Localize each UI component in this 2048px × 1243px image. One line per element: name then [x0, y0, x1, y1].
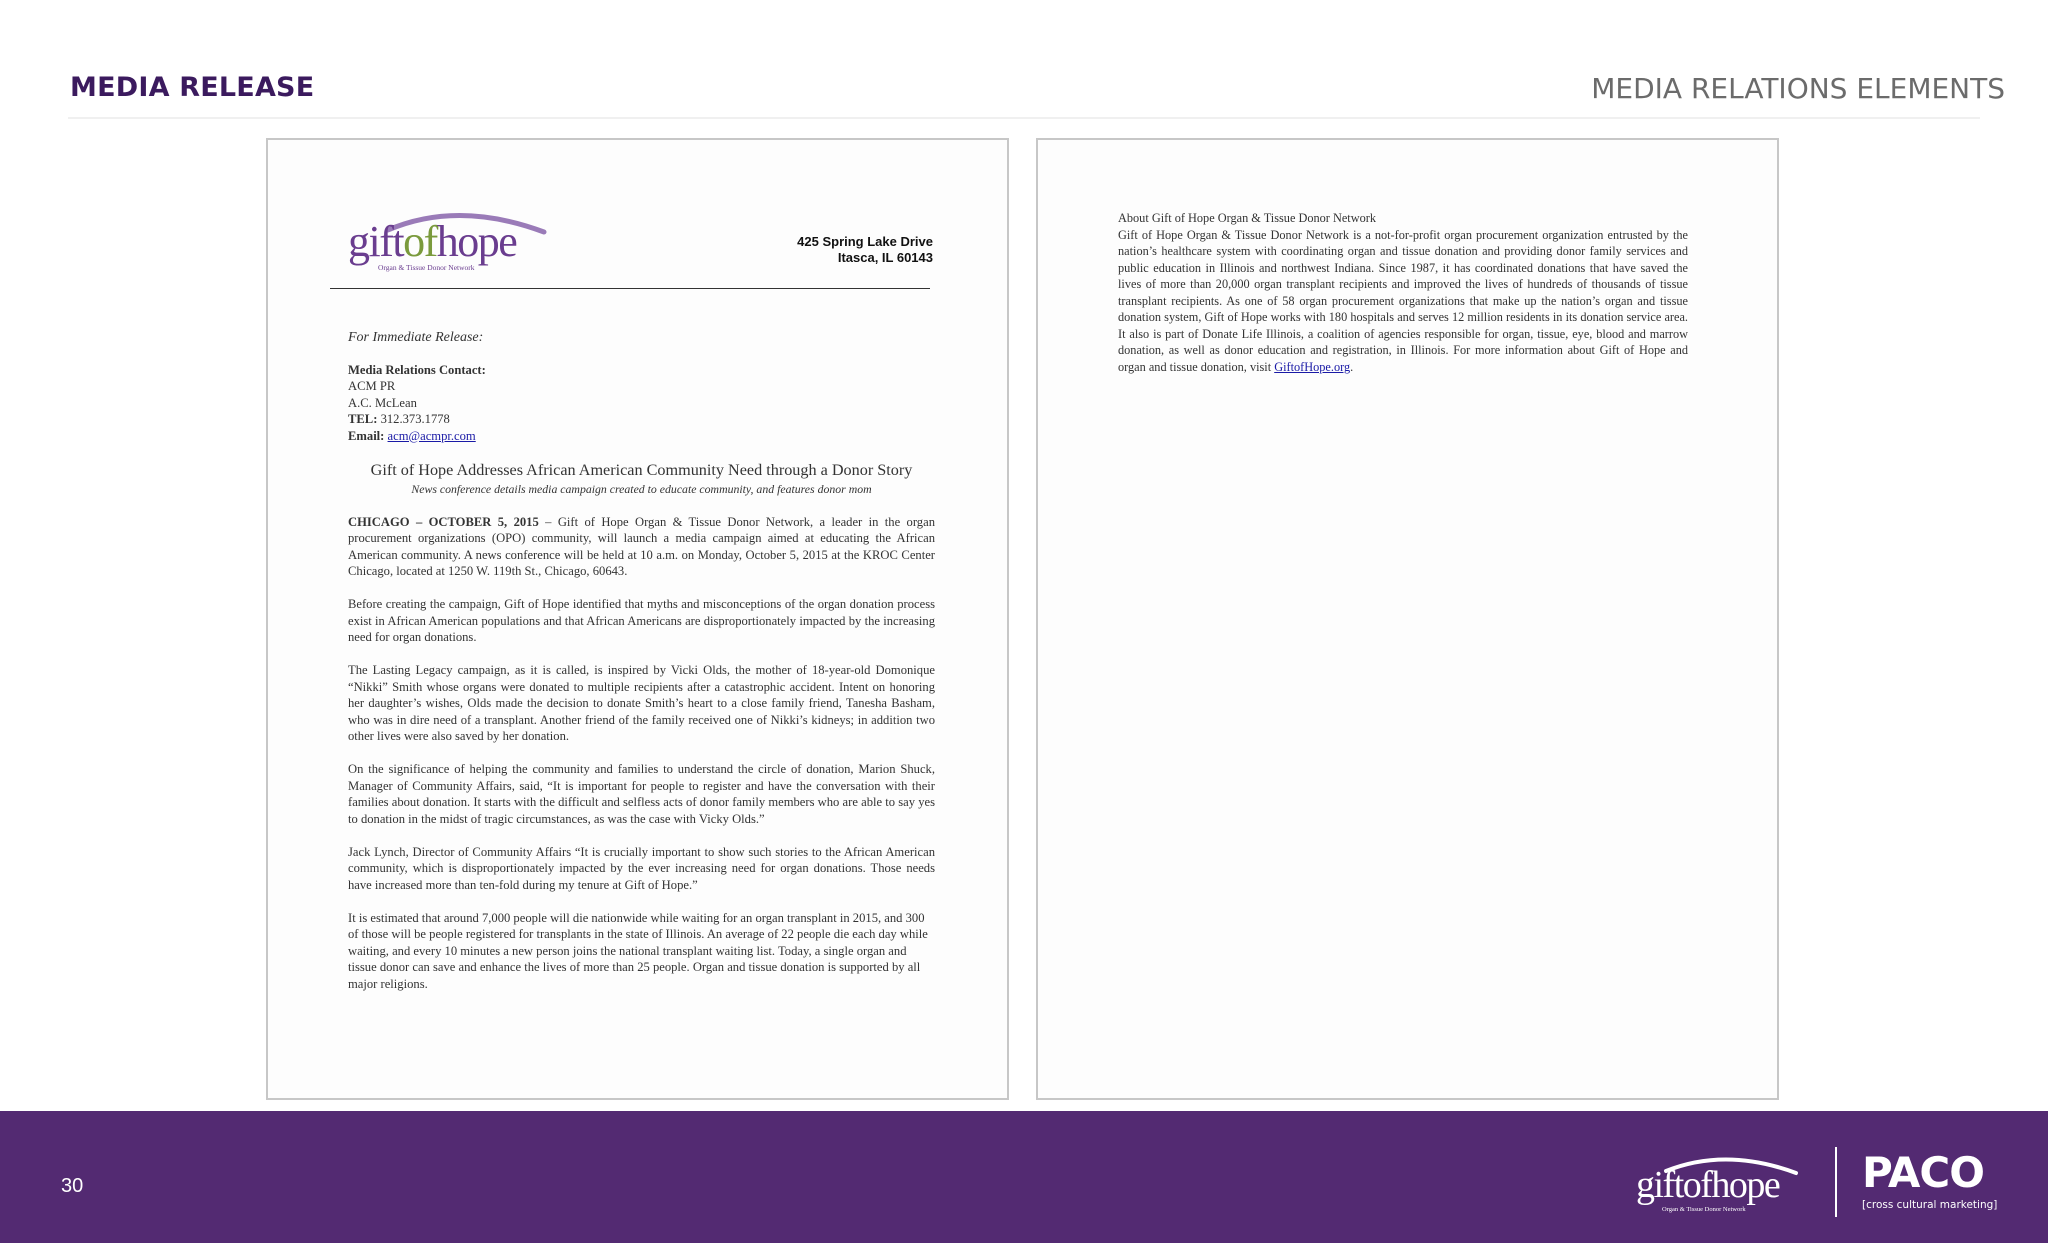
paragraph-4: On the significance of helping the community and families to understand the circle of donation, Marion Shuck, Manager of Community Affairs, said, “It is important for people to register and have the conversation with their families about donation. It starts with the difficult and selfless acts of donor family members who are able to say yes to donation in the midst of tragic circumstances, as was the case with Vicky Olds.” — [348, 762, 935, 826]
paragraph-3: The Lasting Legacy campaign, as it is called, is inspired by Vicki Olds, the mother of 18-year-old Domonique “Nikki” Smith whose organs were donated to multiple recipients after a catastrophic accident. Intent on honoring her daughter’s wishes, Olds made the decision to donate Smith’s heart to a close family friend, Tanesha Basham, who was in dire need of a transplant. Another friend of the family received one of Nikki’s kidneys; in addition two other lives were also saved by her donation. — [348, 663, 935, 743]
page-number: 30 — [61, 1175, 84, 1197]
footer-bar — [0, 1111, 2048, 1243]
paragraph-2: Before creating the campaign, Gift of Hope identified that myths and misconceptions of the organ donation process exist in African American populations and that African Americans are disproportionately impacted by the increasing need for organ donations. — [348, 597, 935, 644]
release-body — [348, 330, 935, 1009]
website-link[interactable]: GiftofHope.org — [1274, 359, 1351, 374]
gift-of-hope-logo — [348, 206, 568, 276]
about-body-text: Gift of Hope Organ & Tissue Donor Network is a not-for-profit organ procurement organization entrusted by the nation’s healthcare system with coordinating organ and tissue donation and providing donor family services and public education in Illinois and northwest Indiana. Since 1987, it has coordinated donations that have saved the lives of more than 20,000 organ transplant recipients and improved the lives of hundreds of thousands of tissue transplant recipients. As one of 58 organ procurement organizations that make up the nation’s organ and tissue donation system, Gift of Hope works with 180 hospitals and serves 12 million residents in its donation service area. It also is part of Donate Life Illinois, a coalition of agencies responsible for organ, tissue, eye, blood and marrow donation, as well as donor education and registration, in Illinois. For more information about Gift of Hope and organ and tissue donation, visit — [1118, 227, 1688, 374]
about-heading: About Gift of Hope Organ & Tissue Donor Network — [1118, 211, 1376, 225]
header-divider — [68, 117, 1980, 119]
immediate-release-label: For Immediate Release: — [348, 330, 484, 345]
about-body: Gift of Hope Organ & Tissue Donor Network is a not-for-profit organ procurement organization entrusted by the nation’s healthcare system with coordinating organ and tissue donation and providing donor family services and public education in Illinois and northwest Indiana. Since 1987, it has coordinated donations that have saved the lives of more than 20,000 organ transplant recipients and improved the lives of hundreds of thousands of tissue transplant recipients. As one of 58 organ procurement organizations that make up the nation’s organ and tissue donation system, Gift of Hope works with 180 hospitals and serves 12 million residents in its donation service area. It also is part of Donate Life Illinois, a coalition of agencies responsible for organ, tissue, eye, blood and marrow donation, as well as donor education and registration, in Illinois. For more information about Gift of Hope and organ and tissue donation, visit GiftofHope.org. — [1118, 227, 1688, 374]
contact-name: A.C. McLean — [348, 395, 417, 410]
address-street: 425 Spring Lake Drive — [797, 234, 933, 249]
footer-logo-divider — [1835, 1147, 1837, 1217]
press-release-page-2 — [1036, 138, 1779, 1100]
svg-text:Organ & Tissue Donor Network: Organ & Tissue Donor Network — [378, 263, 475, 272]
about-section — [1118, 210, 1688, 375]
tel-label: TEL: — [348, 412, 378, 426]
dateline: CHICAGO – OCTOBER 5, 2015 — [348, 514, 539, 529]
gift-of-hope-footer-logo — [1636, 1149, 1812, 1219]
address-city: Itasca, IL 60143 — [837, 250, 933, 265]
contact-org: ACM PR — [348, 379, 396, 393]
organization-address — [797, 234, 933, 266]
release-headline: Gift of Hope Addresses African American Community Need through a Donor Story — [370, 461, 913, 479]
paragraph-6: It is estimated that around 7,000 people will die nationwide while waiting for an organ transplant in 2015, and 300 of those will be people registered for transplants in the state of Illinois. An average of 22 people die each day while waiting, and every 10 minutes a new person joins the national transplant waiting list. Today, a single organ and tissue donor can save and enhance the lives of more than 25 people. Organ and tissue donation is supported by all major religions. — [348, 910, 928, 991]
email-link[interactable]: acm@acmpr.com — [387, 428, 476, 443]
media-contact-block — [348, 362, 935, 445]
tel-value: 312.373.1778 — [380, 412, 450, 426]
paco-tagline: [cross cultural marketing] — [1862, 1199, 1998, 1211]
paco-logo: PACO — [1862, 1148, 1984, 1197]
section-title: MEDIA RELATIONS ELEMENTS — [1591, 72, 2005, 105]
contact-heading: Media Relations Contact: — [348, 362, 486, 377]
paragraph-5: Jack Lynch, Director of Community Affairs “It is crucially important to show such stories to the African American community, which is disproportionately impacted by the ever increasing need for organ donations. Those needs have increased more than ten-fold during my tenure at Gift of Hope.” — [348, 844, 935, 892]
svg-text:giftofhope: giftofhope — [348, 217, 517, 266]
letterhead-rule — [330, 288, 930, 289]
svg-text:giftofhope: giftofhope — [1636, 1164, 1780, 1206]
page-title: MEDIA RELEASE — [70, 72, 315, 103]
paragraph-1-text: – Gift of Hope Organ & Tissue Donor Network, a leader in the organ procurement organizations (OPO) community, will launch a media campaign aimed at educating the African American community. A news conference will be held at 10 a.m. on Monday, October 5, 2015 at the KROC Center Chicago, located at 1250 W. 119th St., Chicago, 60643. — [348, 514, 935, 578]
paragraph-1 — [348, 514, 935, 580]
svg-text:Organ & Tissue Donor Network: Organ & Tissue Donor Network — [1662, 1206, 1746, 1213]
email-label: Email: — [348, 428, 385, 443]
release-subheadline: News conference details media campaign created to educate community, and features donor mom — [411, 482, 872, 496]
press-release-page-1 — [266, 138, 1009, 1100]
